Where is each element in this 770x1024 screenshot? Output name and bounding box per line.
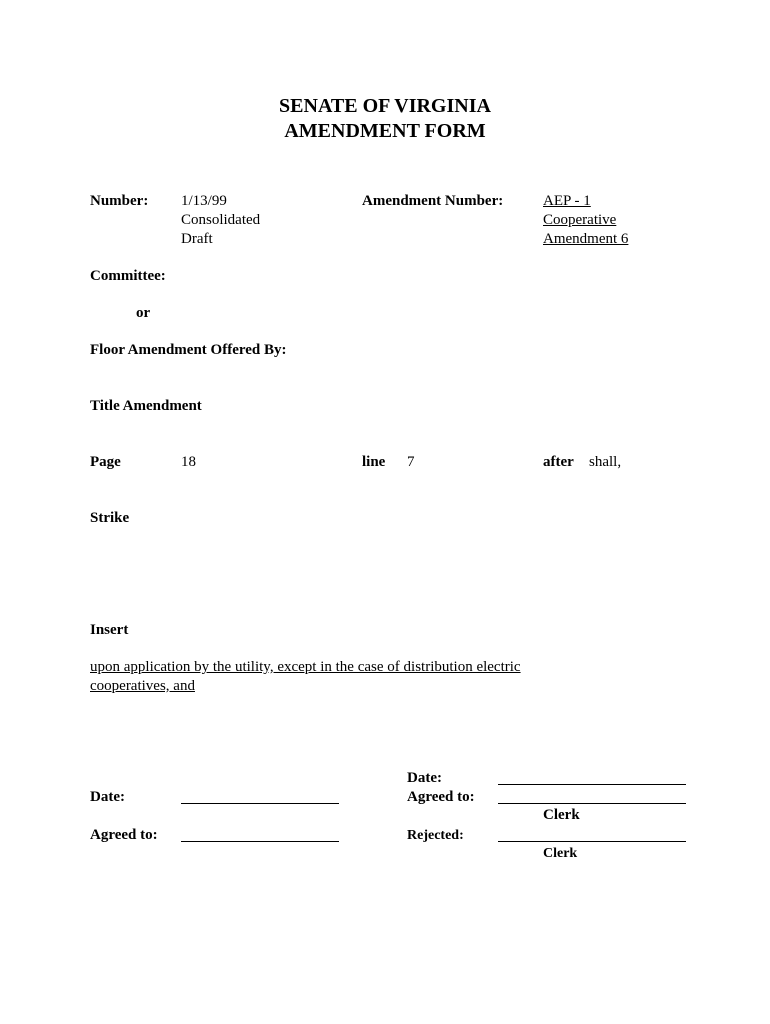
right-date-line bbox=[498, 784, 686, 785]
insert-label: Insert bbox=[90, 622, 129, 638]
left-date-line bbox=[181, 803, 339, 804]
right-agreed-label: Agreed to: bbox=[407, 789, 475, 805]
number-value-line-2: Consolidated bbox=[181, 212, 261, 228]
number-value-line-3: Draft bbox=[181, 231, 213, 247]
after-value: shall, bbox=[589, 454, 622, 470]
page-title-line-1: SENATE OF VIRGINIA bbox=[279, 95, 491, 117]
right-agreed-line bbox=[498, 803, 686, 804]
title-amendment-label: Title Amendment bbox=[90, 398, 202, 414]
page-value: 18 bbox=[181, 454, 196, 470]
line-label: line bbox=[362, 454, 386, 470]
left-agreed-line bbox=[181, 841, 339, 842]
right-clerk-label-1: Clerk bbox=[543, 807, 580, 823]
right-rejected-line bbox=[498, 841, 686, 842]
strike-label: Strike bbox=[90, 510, 130, 526]
amendment-number-line-1: AEP - 1 bbox=[543, 193, 591, 209]
amendment-number-label: Amendment Number: bbox=[362, 193, 504, 209]
number-value-line-1: 1/13/99 bbox=[181, 193, 227, 209]
amendment-number-line-2: Cooperative bbox=[543, 212, 617, 228]
committee-label: Committee: bbox=[90, 268, 166, 284]
page-title-line-2: AMENDMENT FORM bbox=[284, 120, 486, 142]
insert-text-line-2: cooperatives, and bbox=[90, 678, 195, 694]
number-label: Number: bbox=[90, 193, 149, 209]
or-label: or bbox=[136, 305, 151, 321]
line-value: 7 bbox=[407, 454, 415, 470]
floor-amendment-label: Floor Amendment Offered By: bbox=[90, 342, 287, 358]
after-label: after bbox=[543, 454, 574, 470]
left-date-label: Date: bbox=[90, 789, 125, 805]
left-agreed-label: Agreed to: bbox=[90, 827, 158, 843]
page-label: Page bbox=[90, 454, 121, 470]
right-date-label: Date: bbox=[407, 770, 442, 786]
insert-text-line-1: upon application by the utility, except in the case of distribution electric bbox=[90, 659, 521, 675]
right-clerk-label-2: Clerk bbox=[543, 846, 578, 861]
right-rejected-label: Rejected: bbox=[407, 828, 464, 843]
amendment-number-line-3: Amendment 6 bbox=[543, 231, 629, 247]
